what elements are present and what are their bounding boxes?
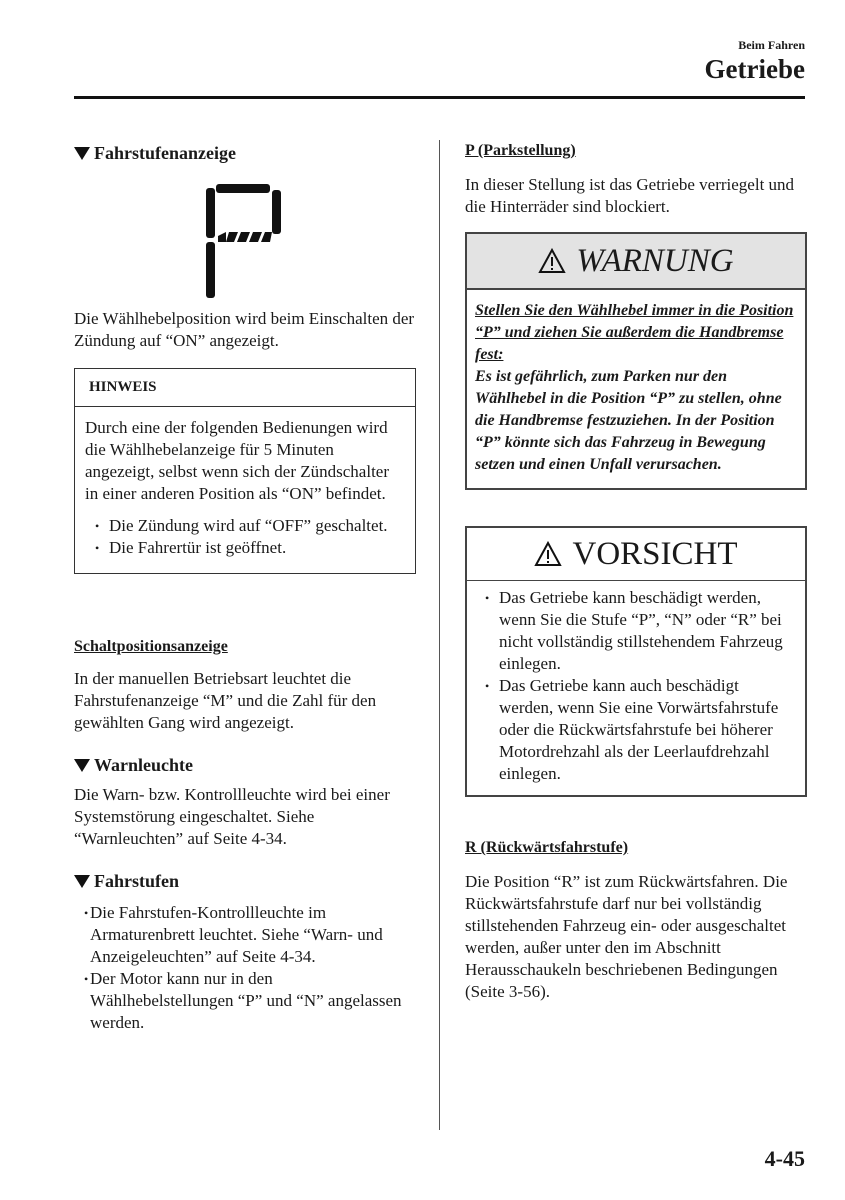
caution-box: [465, 526, 807, 797]
paragraph: Die Position “R” ist zum Rückwärtsfahren. Die Rückwärtsfahrstufe darf nur bei vollständig stillstehenden Fahrzeug ein- oder ausgeschaltet werden, außer unter den im Abschnitt Herausschaukeln beschriebenen Bedingungen (Seite 3-56).: [465, 872, 788, 1001]
triangle-bullet-icon: [74, 759, 90, 772]
column-divider: [439, 140, 440, 1130]
note-box: [74, 368, 416, 574]
paragraph: Die Wählhebelposition wird beim Einschalten der Zündung auf “ON” angezeigt.: [74, 309, 415, 350]
gear-indicator-p-display: [204, 184, 284, 302]
list-item: • Die Fahrstufen-Kontrollleuchte im Armaturenbrett leuchtet. Siehe “Warn- und Anzeigeleuchten” auf Seite 4-34.: [74, 902, 416, 968]
heading-text: Fahrstufen: [94, 871, 179, 891]
warning-title: [467, 234, 805, 290]
note-title: HINWEIS: [75, 369, 415, 407]
list-item: • Das Getriebe kann auch beschädigt werden, wenn Sie eine Vorwärtsfahrstufe oder die Rückwärtsfahrstufe bei höherer Motordrehzahl als der Leerlaufdrehzahl einlegen.: [475, 675, 797, 785]
header-rule: [74, 96, 805, 99]
heading-text: Fahrstufenanzeige: [94, 143, 236, 163]
warning-text: Es ist gefährlich, zum Parken nur den Wählhebel in die Position “P” zu stellen, ohne die Handbremse festzuziehen. In der Position “P” könnte sich das Fahrzeug in Bewegung setzen und einen Unfall verursachen.: [475, 368, 782, 473]
warning-triangle-icon: [534, 541, 562, 567]
paragraph: Die Warn- bzw. Kontrollleuchte wird bei einer Systemstörung eingeschaltet. Siehe “Warnleuchten” auf Seite 4-34.: [74, 785, 390, 848]
list-item: • Die Fahrertür ist geöffnet.: [85, 537, 405, 559]
fahrstufen-list: [74, 902, 416, 1034]
caution-list: [475, 587, 797, 785]
left-column: [74, 140, 416, 1034]
note-body: [75, 407, 415, 573]
heading-warnleuchte: [74, 752, 416, 778]
list-item: • Das Getriebe kann beschädigt werden, wenn Sie die Stufe “P”, “N” oder “R” bei nicht vollständig stillstehendem Fahrzeug einlegen.: [475, 587, 797, 675]
heading-fahrstufen: [74, 868, 416, 894]
subheading-schaltpositionsanzeige: Schaltpositionsanzeige: [74, 638, 228, 655]
right-column: [465, 140, 807, 1003]
heading-text: Warnleuchte: [94, 755, 193, 775]
warning-body: [467, 290, 805, 488]
paragraph: In der manuellen Betriebsart leuchtet die Fahrstufenanzeige “M” und die Zahl für den gewählten Gang wird angezeigt.: [74, 669, 377, 732]
warning-box: [465, 232, 807, 490]
warning-title-text: WARNUNG: [576, 242, 734, 279]
subheading-p-parkstellung: P (Parkstellung): [465, 142, 576, 159]
page-number: 4-45: [764, 1146, 805, 1171]
list-item: • Die Zündung wird auf “OFF” geschaltet.: [85, 515, 405, 537]
triangle-bullet-icon: [74, 147, 90, 160]
list-item: • Der Motor kann nur in den Wählhebelstellungen “P” und “N” angelassen werden.: [74, 968, 416, 1034]
warning-lead: Stellen Sie den Wählhebel immer in die Position “P” und ziehen Sie außerdem die Handbremse fest:: [475, 302, 794, 363]
warning-triangle-icon: [538, 248, 566, 274]
caution-title: [467, 528, 805, 581]
note-list: [85, 515, 405, 559]
note-text: Durch eine der folgenden Bedienungen wird die Wählhebelanzeige für 5 Minuten angezeigt, selbst wenn sich der Zündschalter in einer anderen Position als “ON” befindet.: [85, 418, 390, 503]
heading-fahrstufenanzeige: [74, 140, 416, 166]
caution-title-text: VORSICHT: [572, 535, 738, 572]
paragraph: In dieser Stellung ist das Getriebe verriegelt und die Hinterräder sind blockiert.: [465, 175, 795, 216]
header-section: Beim Fahren: [738, 38, 805, 52]
triangle-bullet-icon: [74, 875, 90, 888]
subheading-r-rueckwaertsfahrstufe: R (Rückwärtsfahrstufe): [465, 839, 629, 856]
caution-body: [467, 581, 805, 795]
page-title: Getriebe: [704, 54, 805, 84]
